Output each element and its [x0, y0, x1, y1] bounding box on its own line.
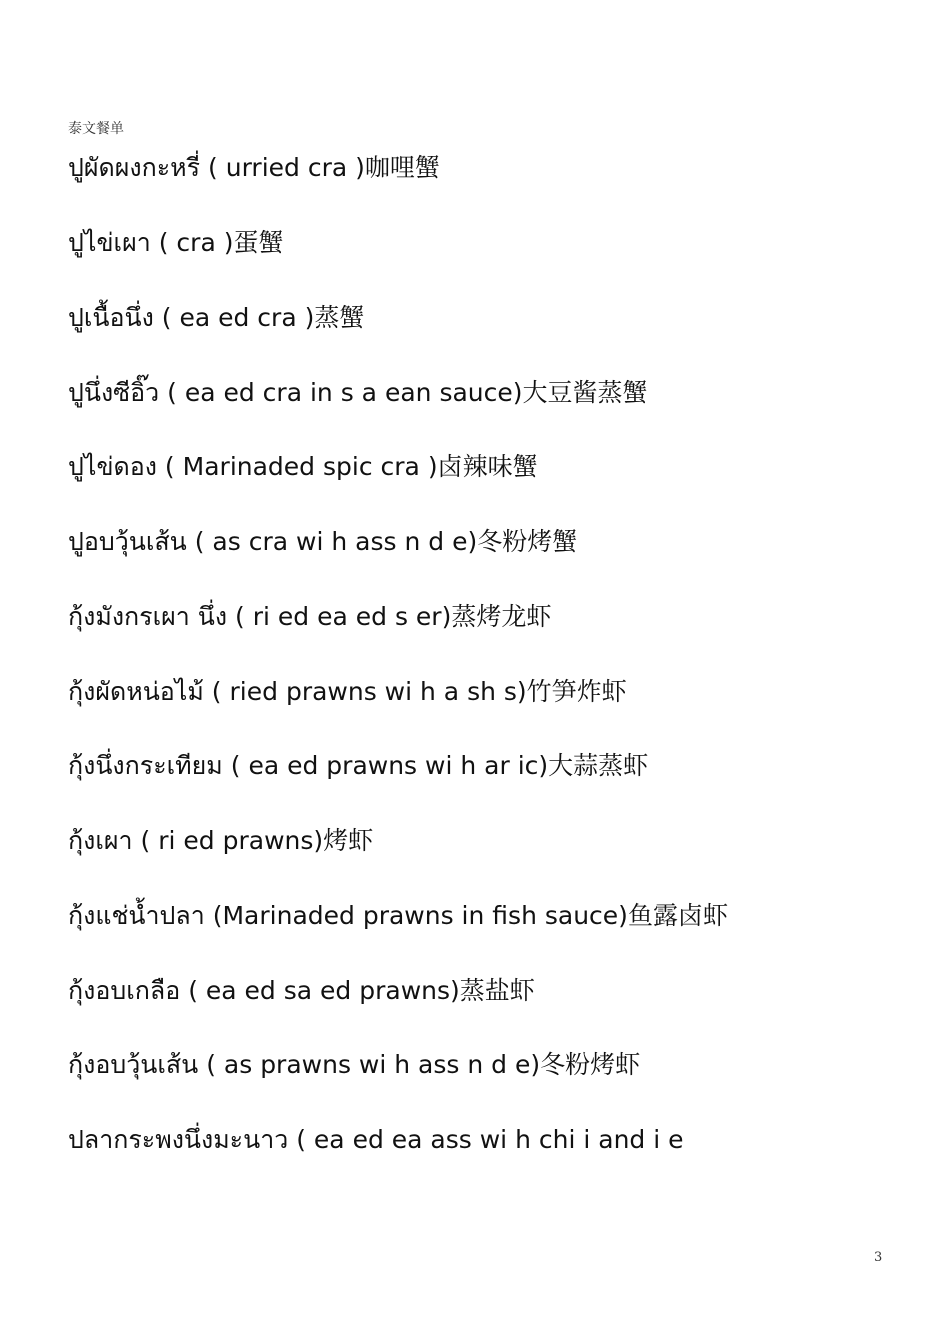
english-name: urried cra ): [217, 153, 365, 182]
english-name: Marinaded spic cra ): [174, 452, 438, 481]
menu-item: [68, 223, 283, 263]
chinese-name: 咖哩蟹: [364, 153, 440, 182]
english-name: ri ed prawns): [150, 826, 324, 855]
thai-name: ปูไข่เผา (: [68, 228, 169, 257]
menu-item: [68, 447, 538, 487]
thai-name: ปลากระพงนึ่งมะนาว (: [68, 1125, 306, 1154]
english-name: ea ed prawns wi h ar ic): [240, 751, 549, 780]
english-name: as cra wi h ass n d e): [204, 527, 478, 556]
menu-item: [68, 597, 551, 637]
menu-item: [68, 746, 648, 786]
english-name: Marinaded prawns in fish sauce): [222, 901, 628, 930]
thai-name: ปูนึ่งซีอิ๊ว (: [68, 378, 177, 407]
thai-name: ปูอบวุ้นเส้น (: [68, 527, 205, 556]
menu-item: [68, 148, 440, 188]
menu-item: [68, 896, 728, 936]
menu-item: [68, 1045, 640, 1085]
thai-name: กุ้งอบวุ้นเส้น (: [68, 1050, 216, 1079]
english-name: ea ed ea ass wi h chi i and i e: [305, 1125, 684, 1154]
thai-name: กุ้งนึ่งกระเทียม (: [68, 751, 241, 780]
page-header: 泰文餐单: [68, 121, 124, 137]
thai-name: กุ้งอบเกลือ (: [68, 976, 198, 1005]
menu-item: [68, 971, 535, 1011]
chinese-name: 竹笋炸虾: [526, 677, 627, 706]
chinese-name: 冬粉烤虾: [540, 1050, 641, 1079]
chinese-name: 冬粉烤蟹: [477, 527, 578, 556]
chinese-name: 烤虾: [323, 826, 374, 855]
english-name: as prawns wi h ass n d e): [215, 1050, 541, 1079]
chinese-name: 蛋蟹: [233, 228, 284, 257]
thai-name: ปูไข่ดอง (: [68, 452, 175, 481]
chinese-name: 大蒜蒸虾: [548, 751, 649, 780]
chinese-name: 卤辣味蟹: [437, 452, 538, 481]
english-name: ea ed cra ): [171, 303, 315, 332]
chinese-name: 鱼露卤虾: [627, 901, 728, 930]
thai-name: กุ้งผัดหน่อไม้ (: [68, 677, 222, 706]
chinese-name: 蒸蟹: [314, 303, 365, 332]
thai-name: กุ้งเผา (: [68, 826, 151, 855]
english-name: ea ed cra in s a ean sauce): [176, 378, 523, 407]
thai-name: ปูผัดผงกะหรี่ (: [68, 153, 218, 182]
menu-item: [68, 522, 577, 562]
english-name: ried prawns wi h a sh s): [221, 677, 527, 706]
english-name: cra ): [168, 228, 234, 257]
menu-item: [68, 298, 364, 338]
thai-name: ปูเนื้อนึ่ง (: [68, 303, 172, 332]
chinese-name: 大豆酱蒸蟹: [522, 378, 648, 407]
english-name: ri ed ea ed s er): [244, 602, 452, 631]
chinese-name: 蒸烤龙虾: [451, 602, 552, 631]
menu-item: [68, 821, 373, 861]
thai-name: กุ้งแช่น้ำปลา (: [68, 901, 223, 930]
page-number: 3: [874, 1250, 883, 1265]
english-name: ea ed sa ed prawns): [197, 976, 460, 1005]
menu-item: [68, 672, 627, 712]
thai-name: กุ้งมังกรเผา นึ่ง (: [68, 602, 245, 631]
menu-item: [68, 373, 648, 413]
chinese-name: 蒸盐虾: [459, 976, 535, 1005]
menu-item: [68, 1120, 684, 1160]
